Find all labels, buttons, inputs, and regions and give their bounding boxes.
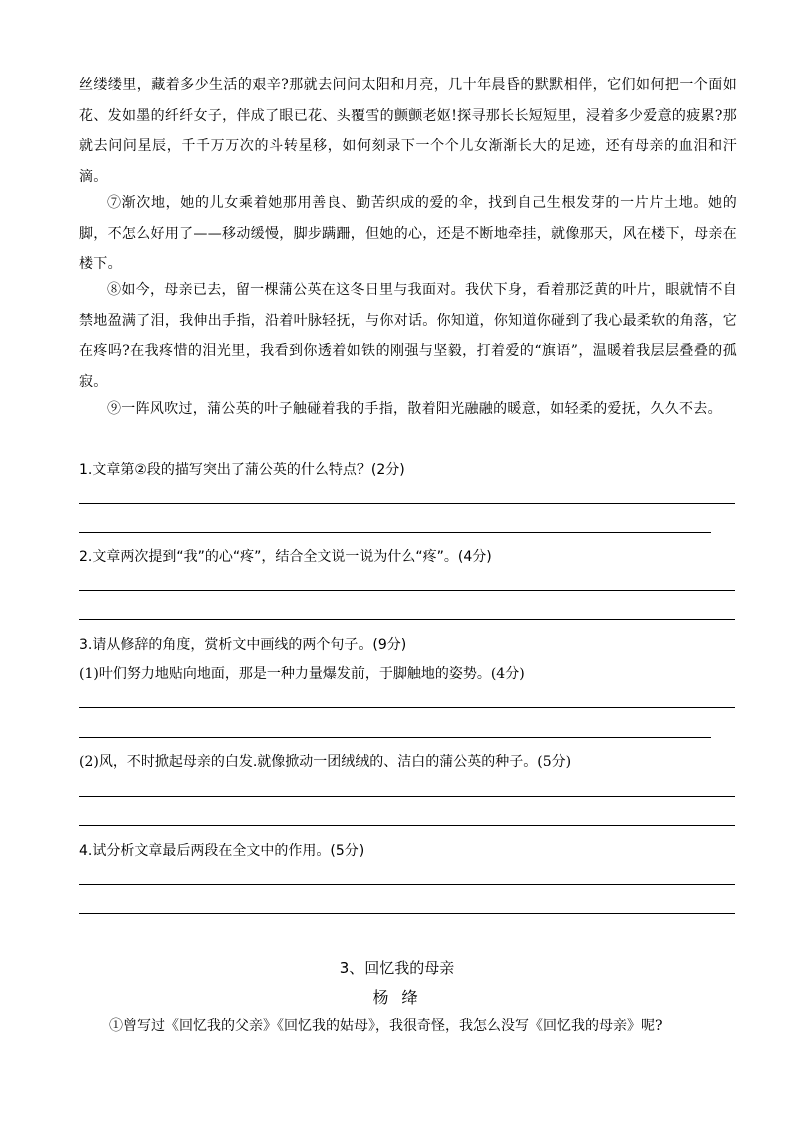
answer-line	[79, 884, 735, 885]
passage-paragraph-continued: 丝缕缕里，藏着多少生活的艰辛?那就去问问太阳和月亮，几十年晨昏的默默相伴，它们如何把一个面如花、发如墨的纤纤女子，伴成了眼已花、头覆雪的颤颤老妪!探寻那长长短短里，浸着多少爱意的疲累?那就去问问星辰，千千万万次的斗转星移，如何刻录下一个个儿女渐渐长大的足迹，还有母亲的血泪和汗滴。	[79, 77, 737, 185]
question-3: 3.请从修辞的角度，赏析文中画线的两个句子。(9分)	[79, 637, 407, 653]
next-passage-paragraph-1: ①曾写过《回忆我的父亲》《回忆我的姑母》，我很奇怪，我怎么没写《回忆我的母亲》呢?	[109, 1018, 663, 1034]
answer-line	[79, 707, 735, 708]
question-3-part-1: (1)叶们努力地贴向地面，那是一种力量爆发前，于脚触地的姿势。(4分)	[79, 666, 525, 682]
next-passage-author: 杨 绛	[372, 988, 422, 1007]
answer-line	[79, 825, 735, 826]
question-2: 2.文章两次提到“我”的心“疼”，结合全文说一说为什么“疼”。(4分)	[79, 549, 492, 565]
next-passage-title: 3、回忆我的母亲	[339, 959, 455, 977]
answer-line	[79, 619, 735, 620]
answer-line	[79, 796, 735, 797]
answer-line	[79, 737, 711, 738]
passage-paragraph-8: ⑧如今，母亲已去，留一棵蒲公英在这冬日里与我面对。我伏下身，看着那泛黄的叶片，眼就情不自禁地盈满了泪，我伸出手指，沿着叶脉轻抚，与你对话。你知道，你知道你碰到了我心最柔软的角落，它在疼吗?在我疼惜的泪光里，我看到你透着如铁的刚强与坚毅，打着爱的“旗语”，温暖着我层层叠叠的孤寂。	[79, 282, 737, 390]
passage-paragraph-7: ⑦渐次地，她的儿女乘着她那用善良、勤苦织成的爱的伞，找到自己生根发芽的一片片土地。她的脚，不怎么好用了——移动缓慢，脚步蹒跚，但她的心，还是不断地牵挂，就像那天，风在楼下，母亲在楼下。	[79, 195, 737, 272]
question-3-part-2: (2)风，不时掀起母亲的白发.就像掀动一团绒绒的、洁白的蒲公英的种子。(5分)	[79, 754, 572, 770]
answer-line	[79, 532, 711, 533]
question-1: 1.文章第②段的描写突出了蒲公英的什么特点？(2分)	[79, 462, 405, 478]
passage-paragraph-9: ⑨一阵风吹过，蒲公英的叶子触碰着我的手指，散着阳光融融的暖意，如轻柔的爱抚，久久不去。	[107, 401, 722, 417]
question-4: 4.试分析文章最后两段在全文中的作用。(5分)	[79, 843, 365, 859]
answer-line	[79, 590, 735, 591]
answer-line	[79, 913, 735, 914]
answer-line	[79, 503, 735, 504]
